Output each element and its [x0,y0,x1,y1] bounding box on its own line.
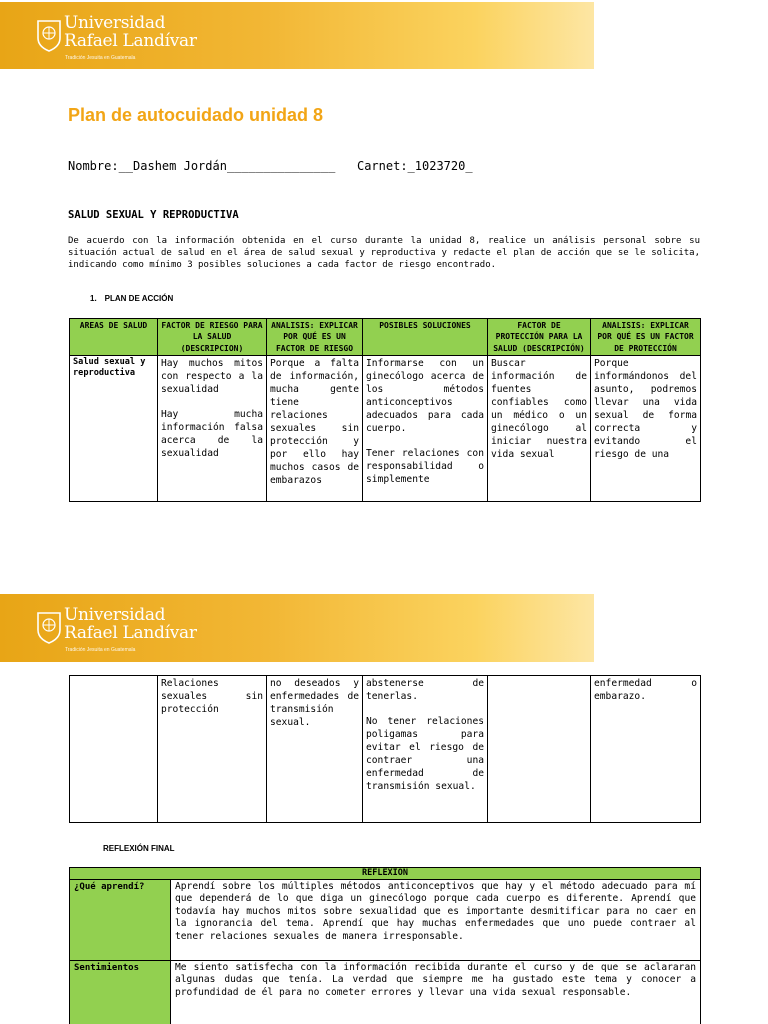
intro-paragraph: De acuerdo con la información obtenida en el curso durante la unidad 8, realice un análisis personal sobre su situación actual de salud en el área de salud sexual y reproductiva y redacte el plan de acción que se le solicita, indicando como mínimo 3 posibles soluciones a cada factor de riesgo encontrado. [68,236,700,271]
table-row [70,676,701,823]
header-banner [0,2,594,69]
factor-cell: Relaciones sexuales sin protección [158,676,267,823]
reflection-table [69,867,701,1024]
plan-table-header-row [70,319,701,356]
analysis-cell: no deseados y enfermedades de transmisión sexual. [267,676,363,823]
header-cell: ANALISIS: EXPLICAR POR QUÉ ES UN FACTOR DE RIESGO [267,319,363,356]
header-banner [0,594,594,662]
factor-cell: Hay muchos mitos con respecto a la sexualidad Hay mucha información falsa acerca de la sexualidad [158,356,267,502]
university-seal-icon [36,610,62,644]
header-cell: POSIBLES SOLUCIONES [363,319,488,356]
header-cell: FACTOR DE RIESGO PARA LA SALUD (DESCRIPCION) [158,319,267,356]
plan-section-label: 1. PLAN DE ACCIÓN [90,294,174,303]
reflection-section-label: REFLEXIÓN FINAL [103,844,175,853]
area-cell: Salud sexual y reproductiva [70,356,158,502]
reflection-header: REFLEXION [70,868,701,880]
area-cell [70,676,158,823]
solutions-cell: abstenerse de tenerlas. No tener relaciones poligamas para evitar el riesgo de contraer una enfermedad de transmisión sexual. [363,676,488,823]
plan-table-continued [69,675,701,823]
reflection-row-text: Me siento satisfecha con la información recibida durante el curso y de que se aclararan algunas dudas que tenía. La verdad que siempre me ha gustado este tema y conocer a profundidad de él para no cometer errores y llevar una vida sexual responsable. [171,961,701,1024]
university-logo: Universidad Rafael Landívar [64,605,197,643]
document-title: Plan de autocuidado unidad 8 [68,105,324,125]
table-row [70,880,701,961]
reflection-row-label: Sentimientos [70,961,171,1024]
table-row [70,356,701,502]
protection-cell: Buscar información de fuentes confiables como un médico o un ginecólogo al iniciar nuestra vida sexual [488,356,591,502]
header-cell: AREAS DE SALUD [70,319,158,356]
protection-analysis-cell: Porque informándonos del asunto, podremos llevar una vida sexual de forma correcta y evitando el riesgo de una [591,356,701,502]
university-logo: Universidad Rafael Landívar [64,13,197,51]
protection-analysis-cell: enfermedad o embarazo. [591,676,701,823]
protection-cell [488,676,591,823]
plan-table [69,318,701,502]
reflection-row-label: ¿Qué aprendí? [70,880,171,961]
analysis-cell: Porque a falta de información, mucha gente tiene relaciones sexuales sin protección y por ello hay muchos casos de embarazos [267,356,363,502]
header-cell: ANALISIS: EXPLICAR POR QUÉ ES UN FACTOR DE PROTECCIÓN [591,319,701,356]
reflection-row-text: Aprendí sobre los múltiples métodos anticonceptivos que hay y el método adecuado para mí que dependerá de lo que diga un ginecólogo porque cada cuerpo es diferente. Aprendí que todavía hay muchos mitos sobre sexualidad que es importante desmitificar para no caer en la ignorancia del tema. Aprendí que hay muchas enfermedades que uno puede contraer al tener relaciones sexuales de manera irresponsable. [171,880,701,961]
student-line: Nombre:__Dashem Jordán_______________ Carnet:_1023720_ [68,159,473,173]
university-tagline: Tradición Jesuita en Guatemala [65,647,136,653]
table-row [70,961,701,1024]
section-heading: SALUD SEXUAL Y REPRODUCTIVA [68,209,239,221]
solutions-cell: Informarse con un ginecólogo acerca de los métodos anticonceptivos adecuados para cada cuerpo. Tener relaciones con responsabilidad o simplemente [363,356,488,502]
university-tagline: Tradición Jesuita en Guatemala [65,55,136,61]
university-seal-icon [36,18,62,52]
header-cell: FACTOR DE PROTECCIÓN PARA LA SALUD (DESCRIPCIÓN) [488,319,591,356]
reflection-header-row [70,868,701,880]
